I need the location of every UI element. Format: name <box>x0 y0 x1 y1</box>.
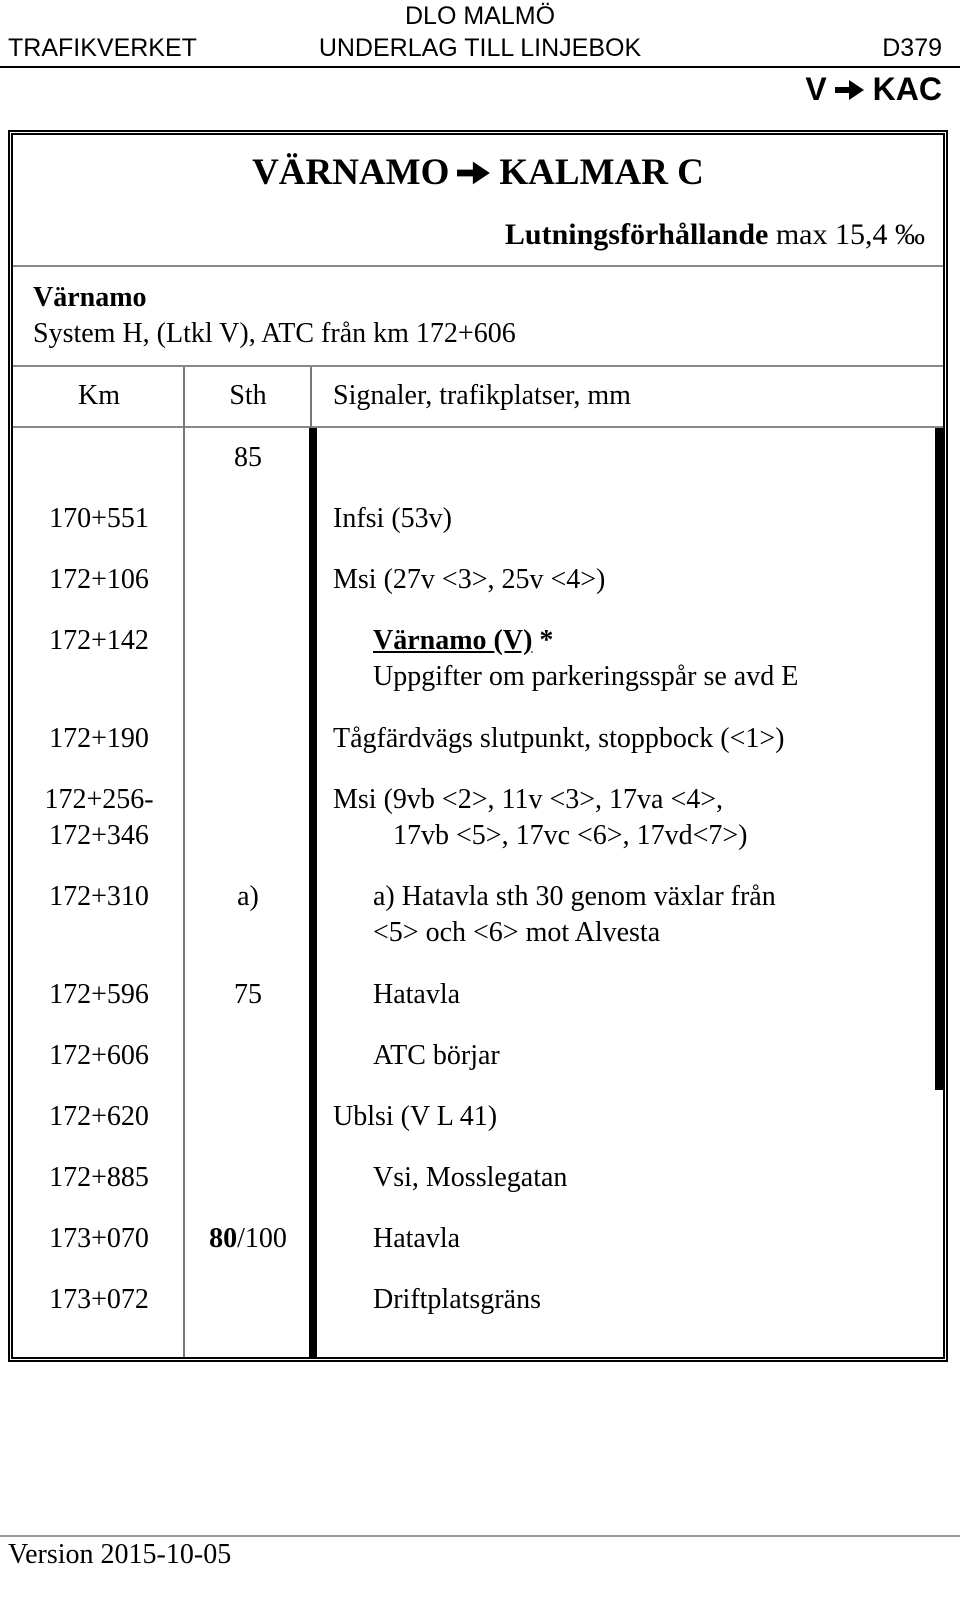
divider <box>13 265 943 267</box>
station-entry <box>373 624 553 658</box>
signal-text: <5> och <6> mot Alvesta <box>373 917 661 948</box>
signal-text: Infsi (53v) <box>333 503 452 534</box>
route-from: V <box>805 71 827 107</box>
signal-text: Tågfärdvägs slutpunkt, stoppbock (<1>) <box>333 723 785 754</box>
signal-text: Msi (9vb <2>, 11v <3>, 17va <4>, <box>333 784 724 815</box>
km-value: 172+190 <box>49 723 149 754</box>
column-header-signals: Signaler, trafikplatser, mm <box>333 380 631 411</box>
station-link[interactable]: Värnamo (V) <box>373 625 533 656</box>
signal-text: Hatavla <box>373 979 461 1010</box>
sth-primary: 80 <box>209 1223 238 1254</box>
signal-text: Uppgifter om parkeringsspår se avd E <box>373 661 799 692</box>
km-value: 170+551 <box>49 503 149 534</box>
gradient-info <box>505 217 925 253</box>
gradient-label: Lutningsförhållande <box>504 218 769 251</box>
signal-text: Vsi, Mosslegatan <box>373 1162 568 1193</box>
header-district: DLO MALMÖ <box>404 2 556 30</box>
km-value: 172+310 <box>49 881 149 912</box>
title-from: VÄRNAMO <box>252 152 450 193</box>
header-divider <box>0 66 960 68</box>
version-label: Version 2015-10-05 <box>8 1539 232 1570</box>
km-value: 172+596 <box>49 979 149 1010</box>
signal-text: Driftplatsgräns <box>373 1284 541 1315</box>
divider <box>13 365 943 367</box>
signal-text: Ublsi (V L 41) <box>333 1101 498 1132</box>
km-value: 173+070 <box>49 1223 149 1254</box>
arrow-right-icon <box>835 78 865 102</box>
signal-text: ATC börjar <box>373 1040 500 1071</box>
sth-value: 75 <box>234 979 262 1010</box>
column-header-sth: Sth <box>229 380 267 411</box>
station-mark: * <box>532 625 554 656</box>
page-title <box>13 151 943 195</box>
signal-text: a) Hatavla sth 30 genom växlar från <box>373 881 776 912</box>
gradient-value: max 15,4 ‰ <box>768 218 925 251</box>
route-to: KAC <box>872 71 942 107</box>
station-system: System H, (Ltkl V), ATC från km 172+606 <box>33 318 516 349</box>
km-value: 172+885 <box>49 1162 149 1193</box>
sth-secondary: /100 <box>237 1223 287 1254</box>
km-value: 172+606 <box>49 1040 149 1071</box>
route-code <box>805 70 942 108</box>
km-value: 172+106 <box>49 564 149 595</box>
signal-text: Hatavla <box>373 1223 461 1254</box>
station-name: Värnamo <box>33 282 147 313</box>
divider <box>13 426 943 428</box>
arrow-right-icon <box>457 159 491 187</box>
km-value: 172+346 <box>49 820 149 851</box>
header-organization: TRAFIKVERKET <box>8 34 197 62</box>
km-value: 172+620 <box>49 1101 149 1132</box>
line-table <box>8 130 948 1362</box>
km-value: 173+072 <box>49 1284 149 1315</box>
sth-value <box>185 1222 311 1256</box>
km-value: 172+256- <box>44 784 154 815</box>
title-to: KALMAR C <box>499 152 704 193</box>
signal-text: 17vb <5>, 17vc <6>, 17vd<7>) <box>393 820 748 851</box>
header-document-code: D379 <box>882 34 942 62</box>
footer-divider <box>0 1535 960 1537</box>
sth-value: a) <box>237 881 259 912</box>
track-line <box>935 428 943 1090</box>
signal-text: Msi (27v <3>, 25v <4>) <box>333 564 606 595</box>
header-document-title: UNDERLAG TILL LINJEBOK <box>318 34 642 62</box>
sth-value: 85 <box>234 442 262 473</box>
km-value: 172+142 <box>49 625 149 656</box>
column-header-km: Km <box>78 380 120 411</box>
